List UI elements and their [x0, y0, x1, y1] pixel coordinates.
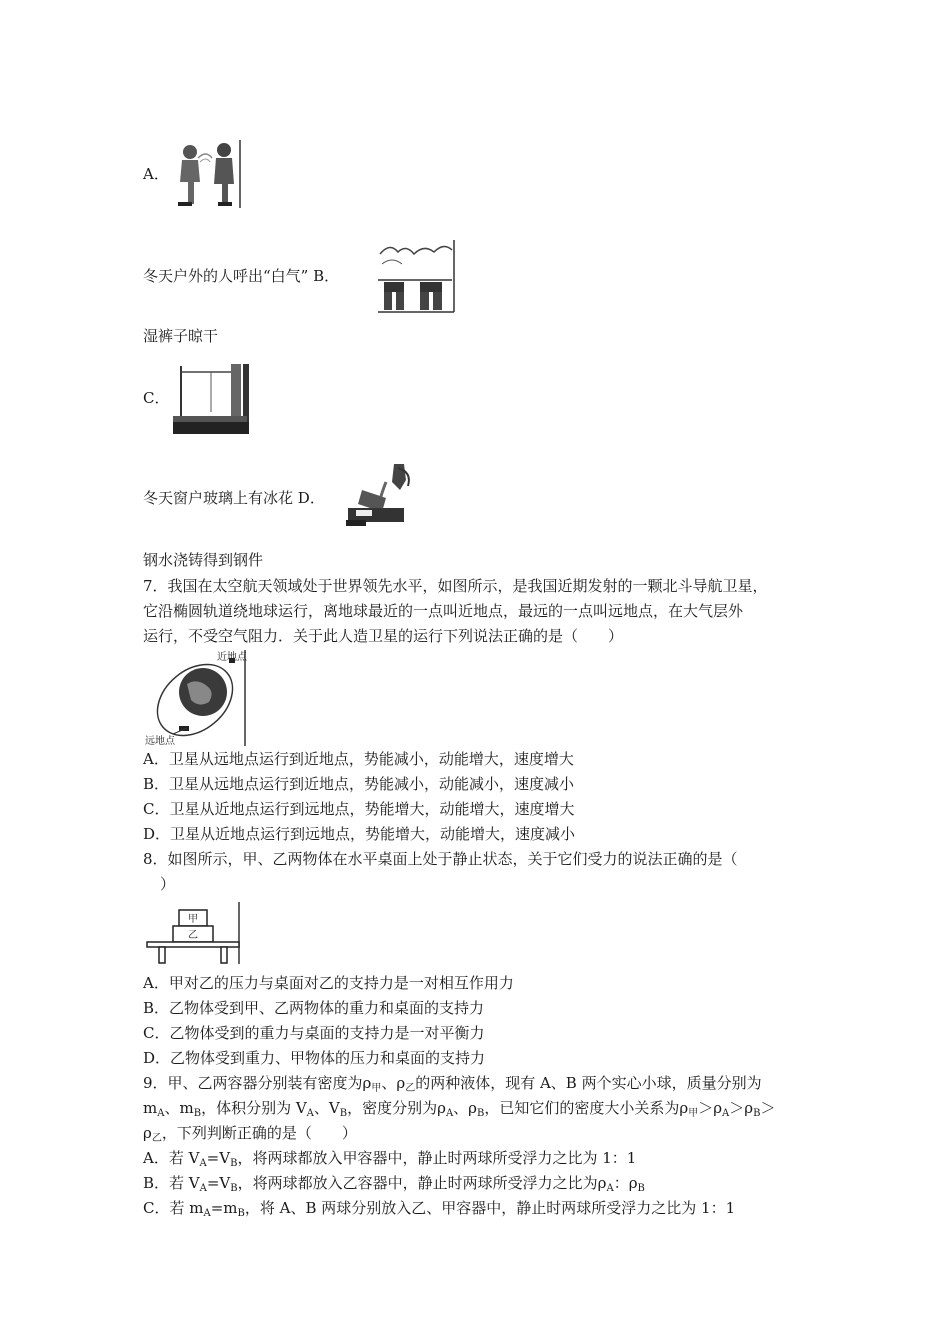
q9-stem-line-2: $m_A$、$m_B$，体积分别为 $V_A$、$V_B$，密度分别为$\rho_A$、$\rho_B$，已知它们的密度大小关系为$\rho_甲>\rho_A>\rho_B>$ [143, 1099, 776, 1119]
q7-figure-satellite-orbit [143, 648, 249, 748]
q6-caption-c: 冬天窗户玻璃上有冰花 [143, 489, 294, 507]
q6-figure-c-window [171, 362, 251, 436]
q8-figure-blocks-on-table [143, 900, 243, 966]
q6-option-a-label: A． [143, 165, 169, 183]
q8-option-a: A．甲对乙的压力与桌面对乙的支持力是一对相互作用力 [143, 974, 514, 992]
q6-caption-d: 钢水浇铸得到钢件 [143, 551, 264, 569]
q6-figure-b-drying-pants [376, 238, 456, 314]
q7-option-d: D．卫星从近地点运行到远地点，势能增大，动能增大，速度减小 [143, 825, 576, 843]
q6-option-d-label: D． [297, 489, 325, 507]
q7-stem-line-2: 它沿椭圆轨道绕地球运行，离地球最近的一点叫近地点，最远的一点叫远地点，在大气层外 [143, 602, 744, 620]
q9-option-a: A．若 $V_A=V_B$，将两球都放入甲容器中，静止时两球所受浮力之比为 1：1 [143, 1149, 637, 1169]
q6-figure-a-people-breath [172, 138, 244, 210]
q8-stem-line-1: 8．如图所示，甲、乙两物体在水平桌面上处于静止状态，关于它们受力的说法正确的是（ [143, 850, 738, 868]
q6-caption-a: 冬天户外的人呼出“白气” [143, 267, 309, 285]
q7-option-b: B．卫星从远地点运行到近地点，势能减小，动能减小，速度减小 [143, 775, 575, 793]
q8-option-c: C．乙物体受到的重力与桌面的支持力是一对平衡力 [143, 1024, 485, 1042]
q8-fig-label-yi: 乙 [188, 930, 198, 941]
q7-stem-line-3: 运行，不受空气阻力．关于此人造卫星的运行下列说法正确的是（ ） [143, 627, 624, 645]
q6-caption-c-option-d [143, 488, 325, 508]
q6-option-c-label: C． [143, 389, 170, 407]
q9-stem-line-3: $\rho_乙$，下列判断正确的是（ ） [143, 1124, 357, 1144]
q9-option-b: B．若 $V_A=V_B$，将两球都放入乙容器中，静止时两球所受浮力之比为$\rho_A$：$\rho_B$ [143, 1174, 645, 1194]
q7-option-c: C．卫星从近地点运行到远地点，势能增大，动能增大，速度增大 [143, 800, 575, 818]
q7-option-a: A．卫星从远地点运行到近地点，势能减小，动能增大，速度增大 [143, 750, 574, 768]
q9-option-c: C．若 $m_A=m_B$，将 A、B 两球分别放入乙、甲容器中，静止时两球所受浮力之比为 1：1 [143, 1199, 736, 1219]
q6-figure-d-steel-casting [342, 460, 418, 530]
q8-stem-line-2: ） [160, 875, 176, 893]
q9-stem-line-1: 9．甲、乙两容器分别装有密度为$\rho_甲$、$\rho_乙$的两种液体，现有 A、B 两个实心小球，质量分别为 [143, 1074, 762, 1094]
q6-caption-a-option-b [143, 266, 339, 286]
q8-fig-label-jia: 甲 [188, 914, 198, 925]
q6-caption-b: 湿裤子晾干 [143, 327, 219, 345]
q7-stem-line-1: 7．我国在太空航天领域处于世界领先水平，如图所示，是我国近期发射的一颗北斗导航卫星， [143, 577, 768, 595]
q8-option-d: D．乙物体受到重力、甲物体的压力和桌面的支持力 [143, 1049, 486, 1067]
q6-option-b-label: B． [313, 267, 340, 285]
q7-fig-label-far: 远地点 [145, 736, 175, 747]
q7-fig-label-near: 近地点 [217, 652, 247, 663]
q8-option-b: B．乙物体受到甲、乙两物体的重力和桌面的支持力 [143, 999, 485, 1017]
